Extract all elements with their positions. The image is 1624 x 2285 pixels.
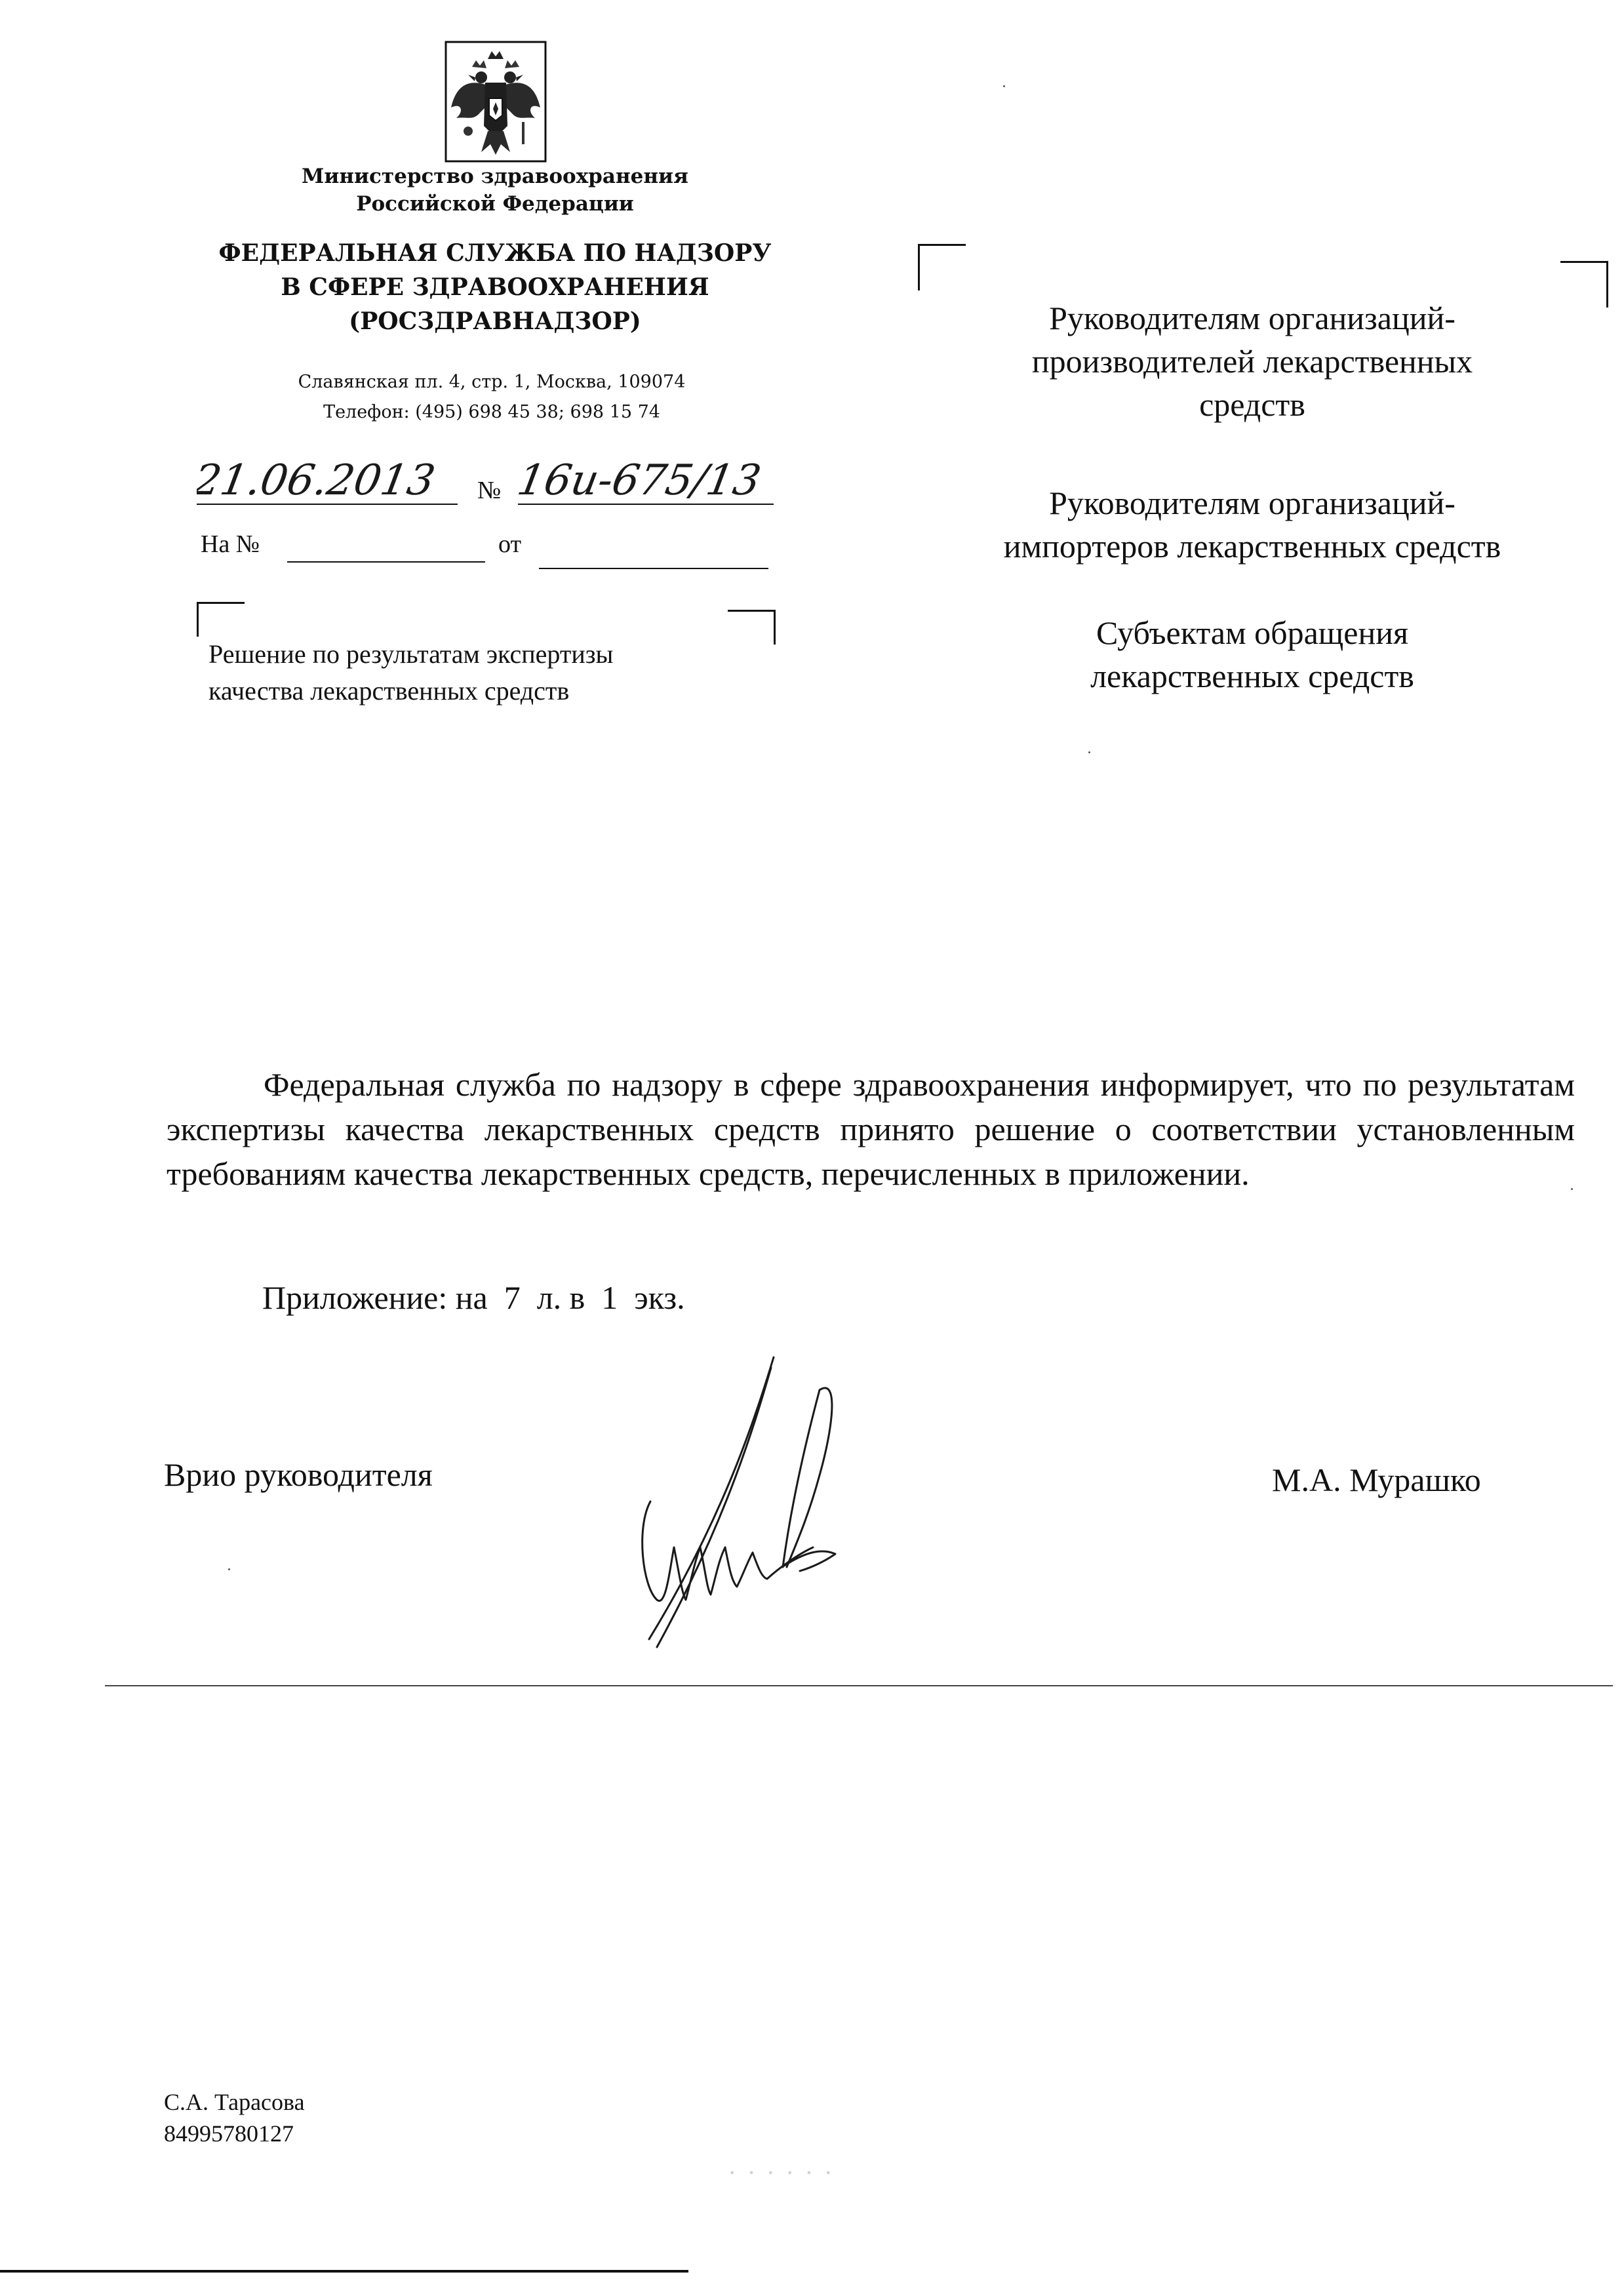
addressee-line: импортеров лекарственных средств [1003, 528, 1501, 565]
service-address-block [197, 367, 787, 427]
executor-phone: 84995780127 [164, 2120, 294, 2147]
ministry-name [184, 163, 806, 218]
scan-speck [1088, 751, 1090, 753]
reference-number-line [287, 561, 485, 563]
subject-corner-top-left [197, 602, 245, 637]
subject-line-1: Решение по результатам экспертизы [208, 639, 614, 669]
number-label: № [477, 477, 502, 504]
addressee-corner-top-right [1560, 261, 1608, 308]
registration-number-handwritten [518, 451, 859, 517]
addressee-importers [938, 481, 1567, 568]
service-line-1: ФЕДЕРАЛЬНАЯ СЛУЖБА ПО НАДЗОРУ [218, 239, 772, 267]
ministry-line-1: Министерство здравоохранения [302, 165, 688, 188]
coat-of-arms-emblem [442, 39, 549, 164]
separator-line [105, 1685, 1613, 1686]
faint-stamp: · · · · · · [728, 2158, 835, 2187]
executor-name: С.А. Тарасова [164, 2089, 305, 2115]
handwritten-signature [623, 1351, 911, 1665]
service-address: Славянская пл. 4, стр. 1, Москва, 109074 [298, 372, 686, 392]
signer-name: М.А. Мурашко [1272, 1461, 1481, 1498]
addressee-line: Субъектам обращения [1096, 614, 1408, 651]
reference-number-label: На № [201, 530, 260, 558]
addressee-line: производителей лекарственных [1031, 343, 1473, 380]
attachment-note: Приложение: на 7 л. в 1 экз. [262, 1279, 685, 1316]
executor-block [164, 2086, 305, 2149]
registration-date-handwritten [197, 451, 459, 505]
addressee-line: Руководителям организаций- [1049, 485, 1456, 521]
date-underline [197, 504, 458, 505]
scan-speck [1571, 1188, 1573, 1190]
signer-title: Врио руководителя [164, 1456, 433, 1493]
addressee-producers [938, 296, 1567, 426]
scan-speck [1003, 85, 1005, 87]
service-line-3: (РОСЗДРАВНАДЗОР) [349, 308, 641, 335]
registration-number: 16и-675/13 [518, 456, 765, 505]
reference-date-label: от [498, 530, 522, 558]
addressee-line: средств [1199, 386, 1305, 423]
russian-coat-of-arms-icon [442, 39, 549, 164]
letter-subject [208, 636, 772, 709]
scan-speck [228, 1568, 230, 1570]
addressee-subjects [938, 611, 1567, 698]
number-underline [518, 504, 774, 505]
body-paragraph: Федеральная служба по надзору в сфере здравоохранения информирует, что по результатам экспертизы качества лекарственных средств принято решение о соответствии установленным требованиям качества лекарственных средств, перечисленных в приложении. [167, 1066, 1575, 1192]
reference-date-line [539, 568, 768, 569]
subject-line-2: качества лекарственных средств [208, 676, 570, 705]
addressee-line: Руководителям организаций- [1049, 300, 1456, 336]
service-name [164, 236, 826, 338]
ministry-line-2: Российской Федерации [356, 192, 634, 216]
registration-date: 21.06.2013 [197, 456, 439, 505]
service-phone: Телефон: (495) 698 45 38; 698 15 74 [323, 402, 660, 422]
addressee-line: лекарственных средств [1090, 658, 1414, 694]
addressee-corner-top-left [918, 244, 966, 290]
page-bottom-rule [0, 2270, 688, 2273]
service-line-2: В СФЕРЕ ЗДРАВООХРАНЕНИЯ [281, 273, 709, 301]
